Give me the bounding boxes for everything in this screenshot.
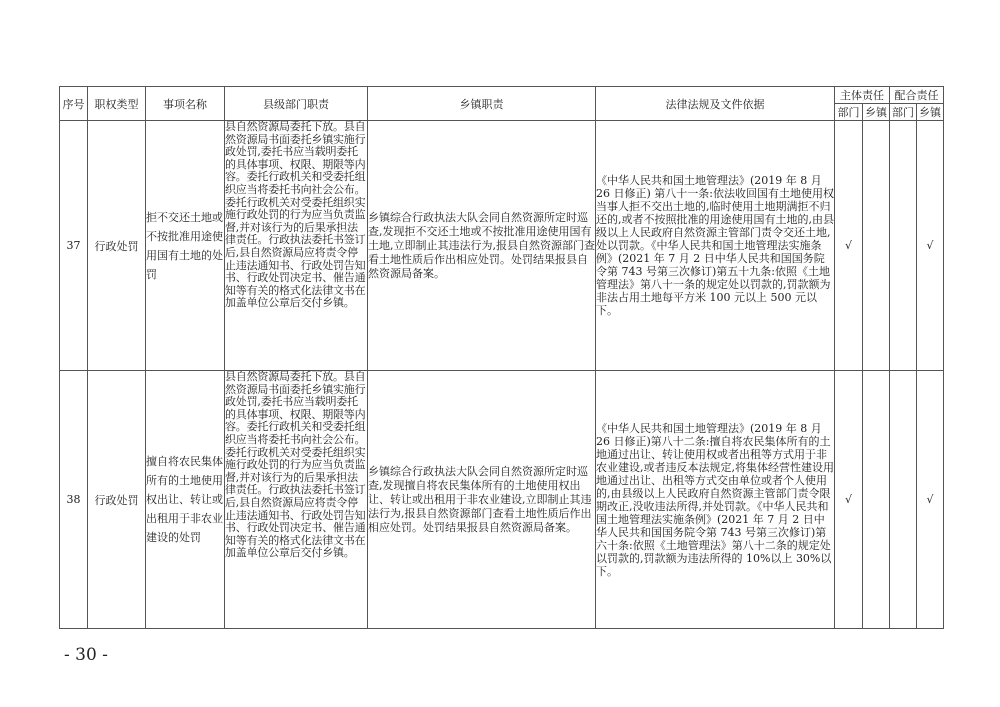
row-seq: 38 bbox=[60, 371, 88, 629]
header-laws: 法律法规及文件依据 bbox=[596, 87, 835, 121]
row-town-duty: 乡镇综合行政执法大队会同自然资源所定时巡查,发现擅自将农民集体所有的土地使用权出让、转让或出租用于非农业建设,立即制止其违法行为,报县自然资源部门查看土地性质后作出相应处罚。处罚结果报县自然资源局备案。 bbox=[368, 371, 596, 629]
row-main-dept-check: √ bbox=[835, 121, 863, 371]
header-main-town: 乡镇 bbox=[863, 104, 890, 121]
header-county-duty: 县级部门职责 bbox=[225, 87, 368, 121]
header-seq: 序号 bbox=[60, 87, 88, 121]
header-item-name: 事项名称 bbox=[146, 87, 225, 121]
row-power-type: 行政处罚 bbox=[88, 121, 146, 371]
row-main-town-check bbox=[863, 371, 890, 629]
row-laws: 《中华人民共和国土地管理法》(2019 年 8 月 26 日修正)第八十二条:擅自将农民集体所有的土地通过出让、转让使用权或者出租等方式用于非农业建设,或者违反本法规定,将集体经营性建设用地通过出让、出租等方式交由单位或者个人使用的,由县级以上人民政府自然资源主管部门责令限期改正,没收违法所得,并处罚款。《中华人民共和国土地管理法实施条例》(2021 年 7 月 2 日中华人民共和国国务院令第 743 号第三次修订)第六十条:依照《土地管理法》第八十二条的规定处以罚款的,罚款额为违法所得的 10%以上 30%以下。 bbox=[596, 371, 835, 629]
header-main-dept: 部门 bbox=[835, 104, 863, 121]
header-main-resp: 主体责任 bbox=[835, 87, 890, 104]
page-number: - 30 - bbox=[64, 645, 108, 665]
row-town-duty: 乡镇综合行政执法大队会同自然资源所定时巡查,发现拒不交还土地或不按批准用途使用国有土地,立即制止其违法行为,报县自然资源部门查看土地性质后作出相应处罚。处罚结果报县自然资源局备案。 bbox=[368, 121, 596, 371]
row-coop-dept-check bbox=[890, 121, 917, 371]
row-county-duty: 县自然资源局委托下放。县自然资源局书面委托乡镇实施行政处罚,委托书应当载明委托的具体事项、权限、期限等内容。委托行政机关和受委托组织应当将委托书向社会公布。委托行政机关对受委托组织实施行政处罚的行为应当负责监督,并对该行为的后果承担法律责任。行政执法委托书签订后,县自然资源局应将责令停止违法通知书、行政处罚告知书、行政处罚决定书、催告通知等有关的格式化法律文书在加盖单位公章后交付乡镇。 bbox=[225, 121, 368, 371]
header-coop-town: 乡镇 bbox=[917, 104, 944, 121]
header-coop-dept: 部门 bbox=[890, 104, 917, 121]
row-county-duty: 县自然资源局委托下放。县自然资源局书面委托乡镇实施行政处罚,委托书应当载明委托的具体事项、权限、期限等内容。委托行政机关和受委托组织应当将委托书向社会公布。委托行政机关对受委托组织实施行政处罚的行为应当负责监督,并对该行为的后果承担法律责任。行政执法委托书签订后,县自然资源局应将责令停止违法通知书、行政处罚告知书、行政处罚决定书、催告通知等有关的格式化法律文书在加盖单位公章后交付乡镇。 bbox=[225, 371, 368, 629]
row-main-dept-check: √ bbox=[835, 371, 863, 629]
row-seq: 37 bbox=[60, 121, 88, 371]
row-coop-town-check: √ bbox=[917, 371, 944, 629]
responsibility-table bbox=[59, 86, 944, 629]
row-item-name: 拒不交还土地或不按批准用途使用国有土地的处罚 bbox=[146, 121, 225, 371]
row-item-name: 擅自将农民集体所有的土地使用权出让、转让或出租用于非农业建设的处罚 bbox=[146, 371, 225, 629]
row-main-town-check bbox=[863, 121, 890, 371]
table-row bbox=[60, 371, 944, 629]
header-town-duty: 乡镇职责 bbox=[368, 87, 596, 121]
header-power-type: 职权类型 bbox=[88, 87, 146, 121]
header-coop-resp: 配合责任 bbox=[890, 87, 944, 104]
table-row bbox=[60, 121, 944, 371]
header-row bbox=[60, 87, 944, 104]
row-laws: 《中华人民共和国土地管理法》(2019 年 8 月 26 日修正) 第八十一条:依法收回国有土地使用权当事人拒不交出土地的,临时使用土地期满拒不归还的,或者不按照批准的用途使用国有土地的,由县级以上人民政府自然资源主管部门责令交还土地,处以罚款。《中华人民共和国土地管理法实施条例》(2021 年 7 月 2 日中华人民共和国国务院令第 743 号第三次修订)第五十九条:依照《土地管理法》第八十一条的规定处以罚款的,罚款额为非法占用土地每平方米 100 元以上 500 元以下。 bbox=[596, 121, 835, 371]
row-coop-town-check: √ bbox=[917, 121, 944, 371]
row-coop-dept-check bbox=[890, 371, 917, 629]
row-power-type: 行政处罚 bbox=[88, 371, 146, 629]
